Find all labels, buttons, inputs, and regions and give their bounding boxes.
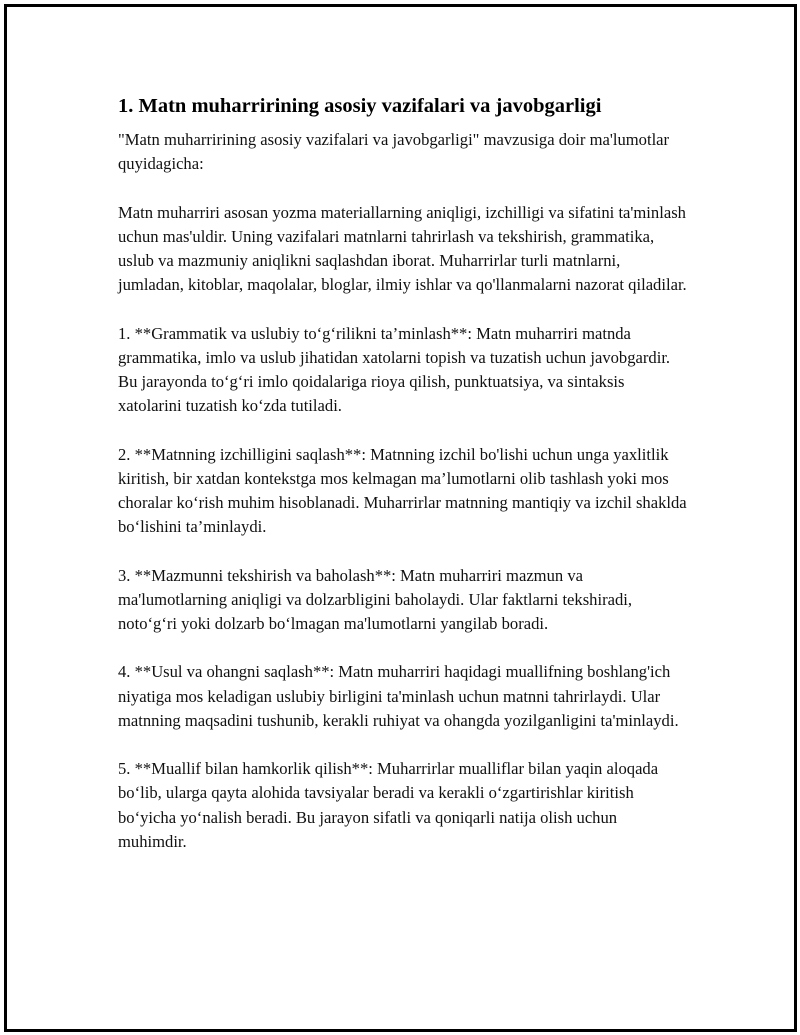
overview-paragraph: Matn muharriri asosan yozma materiallarning aniqligi, izchilligi va sifatini ta'minlash uchun mas'uldir. Uning vazifalari matnlarni tahrirlash va tekshirish, grammatika, uslub va mazmuniy aniqlikni saqlashdan iborat. Muharrirlar turli matnlarni, jumladan, kitoblar, maqolalar, bloglar, ilmiy ishlar va qo'llanmalarni nazorat qiladilar. [118,202,687,295]
list-item-style-tone: 4. **Usul va ohangni saqlash**: Matn muharriri haqidagi muallifning boshlang'ich niyatiga mos keladigan uslubiy birligini ta'minlash uchun matnni tahrirlaydi. Ular matnning maqsadini tushunib, kerakli ruhiyat va ohangda yozilganligini ta'minlaydi. [118,662,679,730]
list-item-coherence: 2. **Matnning izchilligini saqlash**: Matnning izchil bo'lishi uchun unga yaxlitlik kiritish, bir xatdan kontekstga mos kelmagan ma’lumotlarni olib tashlash yoki mos choralar ko‘rish muhim hisoblanadi. Muharrirlar matnning mantiqiy va izchil shaklda bo‘lishini ta’minlaydi. [118,444,687,537]
list-item-content-check: 3. **Mazmunni tekshirish va baholash**: Matn muharriri mazmun va ma'lumotlarning aniqligi va dolzarbligini baholaydi. Ular faktlarni tekshiradi, noto‘g‘ri yoki dolzarb bo‘lmagan ma'lumotlarni yangilab boradi. [118,565,633,633]
list-item-author-collaboration: 5. **Muallif bilan hamkorlik qilish**: Muharrirlar mualliflar bilan yaqin aloqada bo‘lib, ularga qayta alohida tavsiyalar beradi va kerakli o‘zgartirishlar kiritish bo‘yicha yo‘nalish beradi. Bu jarayon sifatli va qoniqarli natija olish uchun muhimdir. [118,759,659,851]
list-item-grammar: 1. **Grammatik va uslubiy to‘g‘rilikni ta’minlash**: Matn muharriri matnda grammatika, imlo va uslub jihatidan xatolarni topish va tuzatish uchun javobgardir. Bu jarayonda to‘g‘ri imlo qoidalariga rioya qilish, punktuatsiya, va sintaksis xatolarini tuzatish ko‘zda tutiladi. [118,323,671,416]
document-heading: 1. Matn muharririning asosiy vazifalari va javobgarligi [118,95,602,117]
intro-paragraph: "Matn muharririning asosiy vazifalari va javobgarligi" mavzusiga doir ma'lumotlar quyidagicha: [118,130,670,174]
document-body [118,92,688,878]
